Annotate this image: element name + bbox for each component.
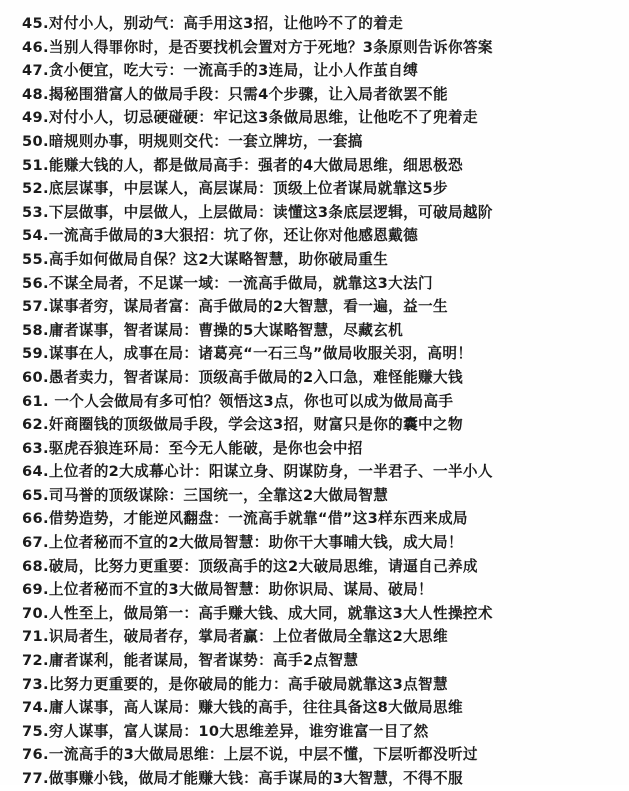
list-item: 62.奸商圈钱的顶级做局手段，学会这3招，财富只是你的囊中之物 [22, 416, 463, 434]
list-item: 61. 一个人会做局有多可怕？领悟这3点，你也可以成为做局高手 [22, 392, 454, 410]
list-item: 65.司马誉的顶级谋除：三国统一，全靠这2大做局智慧 [22, 486, 389, 504]
list-item: 49.对付小人，切忌硬碰硬：牢记这3条做局思维，让他吃不了兜着走 [22, 109, 478, 127]
list-item: 58.庸者谋事，智者谋局：曹操的5大谋略智慧，尽藏玄机 [22, 321, 404, 339]
list-item: 52.底层谋事，中层谋人，高层谋局：顶级上位者谋局就靠这5步 [22, 180, 448, 198]
list-item: 47.贪小便宜，吃大亏：一流高手的3连局，让小人作茧自缚 [22, 62, 419, 80]
list-item: 70.人性至上，做局第一：高手赚大钱、成大同，就靠这3大人性操控术 [22, 604, 493, 622]
list-item: 66.借势造势，才能逆风翻盘：一流高手就靠“借”这3样东西来成局 [22, 510, 468, 528]
list-item: 50.暗规则办事，明规则交代：一套立牌坊，一套搞 [22, 132, 363, 150]
list-item: 69.上位者秘而不宣的3大做局智慧：助你识局、谋局、破局！ [22, 581, 434, 599]
list-item: 56.不谋全局者，不足谋一域：一流高手做局，就靠这3大法门 [22, 274, 434, 292]
list-item: 67.上位者秘而不宣的2大做局智慧：助你干大事晡大钱，成大局！ [22, 534, 463, 552]
list-item: 73.比努力更重要的，是你破局的能力：高手破局就靠这3点智慧 [22, 675, 448, 693]
list-item: 51.能赚大钱的人，都是做局高手：强者的4大做局思维，细思极恐 [22, 156, 463, 174]
list-item: 71.识局者生，破局者存，掌局者赢：上位者做局全靠这2大思维 [22, 628, 448, 646]
list-item: 57.谋事者穷，谋局者富：高手做局的2大智慧，看一遍，益一生 [22, 298, 448, 316]
list-item: 60.愚者卖力，智者谋局：顶级高手做局的2入口急，难怪能赚大钱 [22, 368, 463, 386]
list-item: 75.穷人谋事，富人谋局：10大思维差异，谁穷谁富一目了然 [22, 722, 429, 740]
list-item: 68.破局，比努力更重要：顶级高手的这2大破局思维，请逼自己养成 [22, 557, 478, 575]
list-item: 55.高手如何做局自保？这2大谋略智慧，助你破局重生 [22, 250, 389, 268]
list-item: 77.做事赚小钱，做局才能赚大钱：高手谋局的3大智慧，不得不服 [22, 770, 463, 787]
list-item: 72.庸者谋利，能者谋局，智者谋势：高手2点智慧 [22, 652, 359, 670]
list-item: 53.下层做事，中层做人，上层做局：读懂这3条底层逻辑，可破局越阶 [22, 203, 493, 221]
title-list [22, 12, 621, 791]
list-item: 45.对付小人，别动气：高手用这3招，让他吟不了的着走 [22, 15, 404, 32]
list-item: 59.谋事在人，成事在局：诸葛亮“一石三鸟”做局收服关羽，高明！ [22, 345, 473, 363]
list-item: 64.上位者的2大成幕心计：阳谋立身、阴谋防身，一半君子、一半小人 [22, 463, 493, 481]
list-item: 46.当别人得罪你时，是否要找机会置对方于死地？3条原则告诉你答案 [22, 38, 493, 56]
list-item: 48.揭秘围猎富人的做局手段：只需4个步骤，让入局者欲罢不能 [22, 85, 448, 103]
list-item: 76.一流高手的3大做局思维：上层不说，中层不懂，下层听都没听过 [22, 746, 478, 764]
list-item: 74.庸人谋事，高人谋局：赚大钱的高手，往往具备这8大做局思维 [22, 699, 463, 717]
list-item: 63.驱虎吞狼连环局：至今无人能破，是你也会中招 [22, 439, 363, 457]
list-item: 54.一流高手做局的3大狠招：坑了你，还让你对他感恩戴德 [22, 227, 419, 245]
